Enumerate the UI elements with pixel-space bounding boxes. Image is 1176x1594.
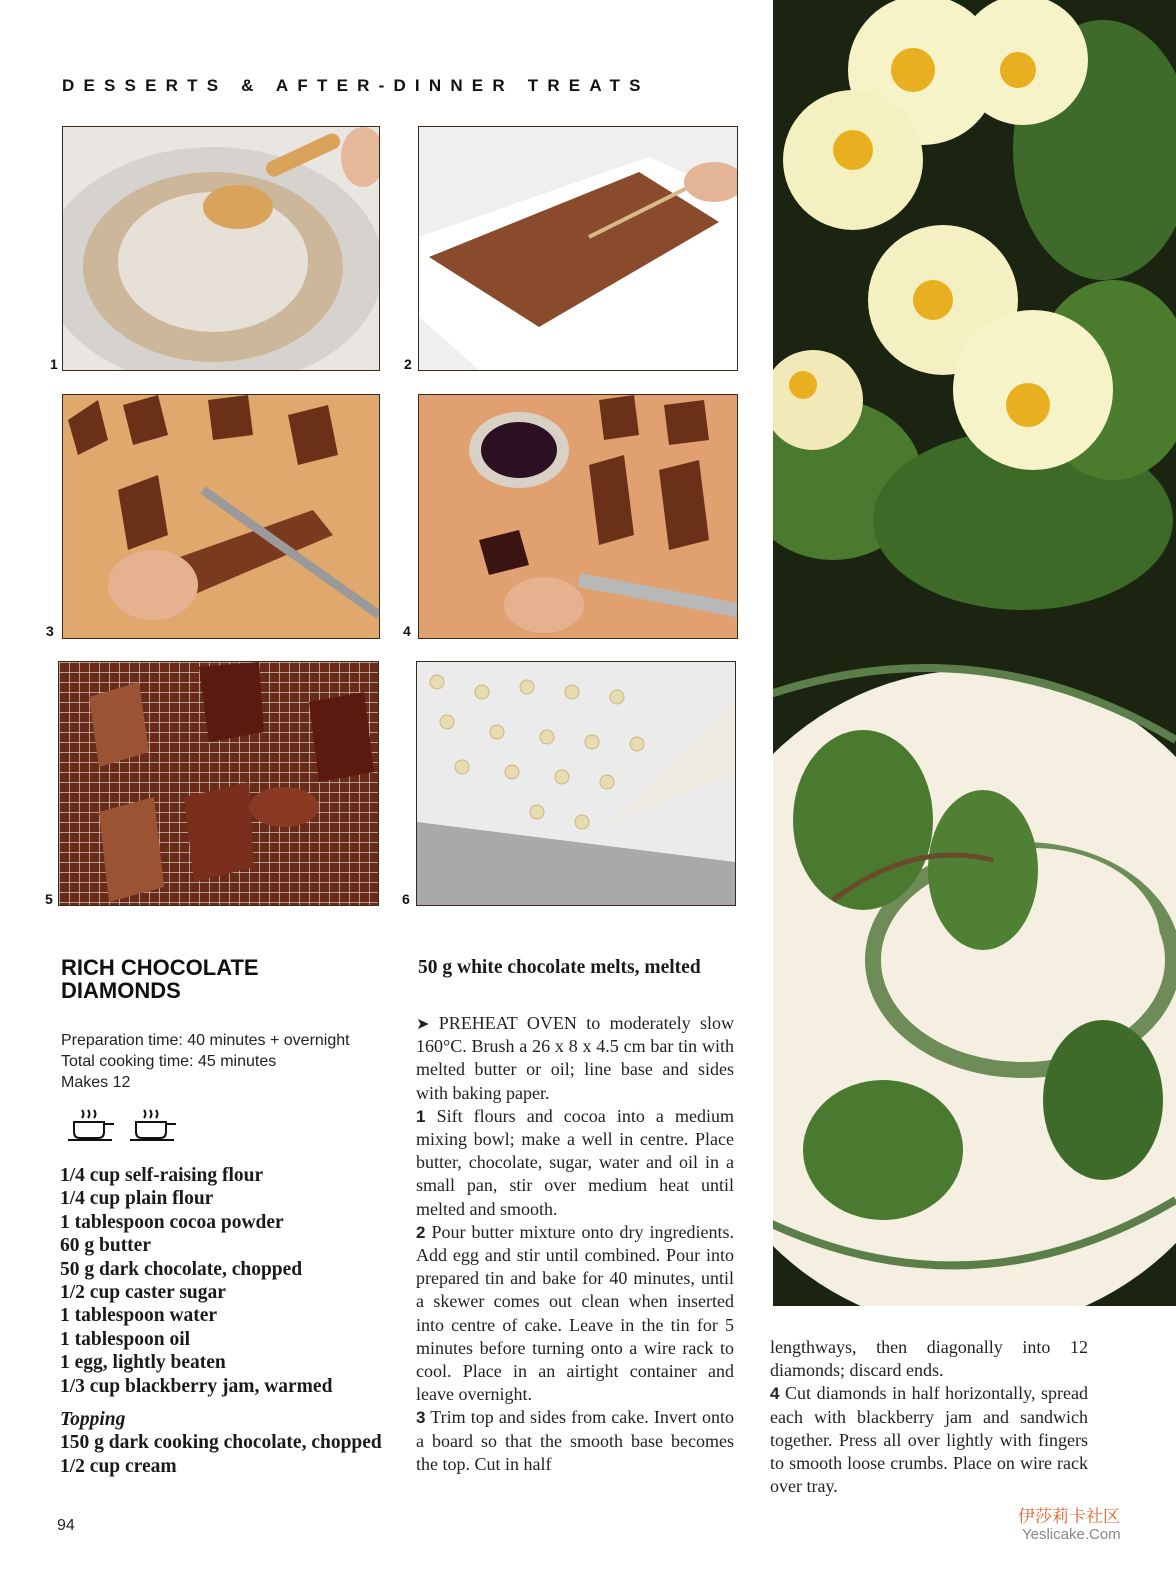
step-number-3: 3 <box>46 623 54 639</box>
saucepan-icon <box>130 1110 176 1140</box>
jam-sandwich-illustration <box>419 395 737 638</box>
ingredient-item: 1 tablespoon cocoa powder <box>60 1211 284 1233</box>
saucepan-icon <box>68 1110 114 1140</box>
method-step-4: 4 Cut diamonds in half horizontally, spread each with blackberry jam and sandwich together. Press all over lightly with fingers to smooth loose crumbs. Place on wire rack over tray. <box>770 1383 1088 1497</box>
glazing-rack-illustration <box>59 662 378 905</box>
method-column-3 <box>770 1336 1088 1498</box>
topping-item: 150 g dark cooking chocolate, chopped <box>60 1432 382 1454</box>
step-photo-6 <box>416 661 736 906</box>
step-photo-5 <box>58 661 379 906</box>
ingredient-item: 1/2 cup caster sugar <box>60 1282 226 1304</box>
recipe-meta <box>61 1030 401 1093</box>
step-photo-2 <box>418 126 738 371</box>
arrow-marker-icon: ➤ <box>416 1014 430 1033</box>
step-number-1: 1 <box>50 356 58 372</box>
step-number-5: 5 <box>45 891 53 907</box>
difficulty-rating <box>64 1104 184 1146</box>
method-step-3-continued: lengthways, then diagonally into 12 diamonds; discard ends. <box>770 1337 1088 1381</box>
method-intro: ➤ PREHEAT OVEN to moderately slow 160°C. Brush a 26 x 8 x 4.5 cm bar tin with melted butter or oil; line base and sides with baking paper. <box>416 1013 734 1103</box>
cake-tin-illustration <box>419 127 737 370</box>
step-photo-1 <box>62 126 380 371</box>
ingredient-item: 50 g dark chocolate, chopped <box>60 1258 303 1280</box>
method-column-2 <box>416 1012 734 1476</box>
cutting-cake-illustration <box>63 395 379 638</box>
primrose-teacup-illustration <box>773 0 1176 1306</box>
teacup-illustration <box>773 668 1176 1306</box>
ingredient-item: 1/4 cup self-raising flour <box>60 1165 264 1186</box>
prep-time: Preparation time: 40 minutes + overnight <box>61 1032 350 1049</box>
flour-bowl-illustration <box>63 127 379 370</box>
cook-time: Total cooking time: 45 minutes <box>61 1053 277 1070</box>
ingredient-item: 1/3 cup blackberry jam, warmed <box>60 1375 333 1397</box>
recipe-title-line-1: RICH CHOCOLATE <box>61 955 259 980</box>
piping-illustration <box>417 662 735 905</box>
ingredients-list <box>60 1164 405 1478</box>
watermark-chinese: 伊莎莉卡社区 <box>1018 1507 1120 1527</box>
step-photo-4 <box>418 394 738 639</box>
topping-item: 1/2 cup cream <box>60 1455 177 1477</box>
step-number-4: 4 <box>403 623 411 639</box>
recipe-title <box>61 956 391 1002</box>
method-step-1: 1 Sift flours and cocoa into a medium mixing bowl; make a well in centre. Place butter, chocolate, sugar, water and oil in a small pan, stir over medium heat until melted and smooth. <box>416 1105 734 1219</box>
topping-heading: Topping <box>60 1409 126 1431</box>
step-number-6: 6 <box>402 891 410 907</box>
topping-item: 50 g white chocolate melts, melted <box>418 957 701 978</box>
ingredient-item: 1 tablespoon oil <box>60 1328 191 1350</box>
topping-continued <box>418 956 738 979</box>
method-step-3: 3 Trim top and sides from cake. Invert onto a board so that the smooth base becomes the top. Cut in half <box>416 1407 734 1474</box>
makes: Makes 12 <box>61 1074 131 1091</box>
step-photo-3 <box>62 394 380 639</box>
method-step-2: 2 Pour butter mixture onto dry ingredients. Add egg and stir until combined. Pour into prepared tin and bake for 40 minutes, until a skewer comes out clean when inserted into centre of cake. Leave in the tin for 5 minutes before turning onto a wire rack to cool. Place in an airtight container and leave overnight. <box>416 1221 735 1405</box>
recipe-title-line-2: DIAMONDS <box>61 978 181 1003</box>
ingredient-item: 60 g butter <box>60 1235 151 1257</box>
ingredient-item: 1 tablespoon water <box>60 1305 218 1327</box>
ingredient-item: 1/4 cup plain flour <box>60 1188 214 1210</box>
ingredient-item: 1 egg, lightly beaten <box>60 1352 226 1374</box>
step-number-2: 2 <box>404 356 412 372</box>
watermark-english: Yeslicake.Com <box>1022 1526 1121 1543</box>
page-number: 94 <box>57 1517 75 1534</box>
section-header: DESSERTS & AFTER-DINNER TREATS <box>62 76 650 95</box>
primrose-teacup-photo <box>773 0 1176 1306</box>
